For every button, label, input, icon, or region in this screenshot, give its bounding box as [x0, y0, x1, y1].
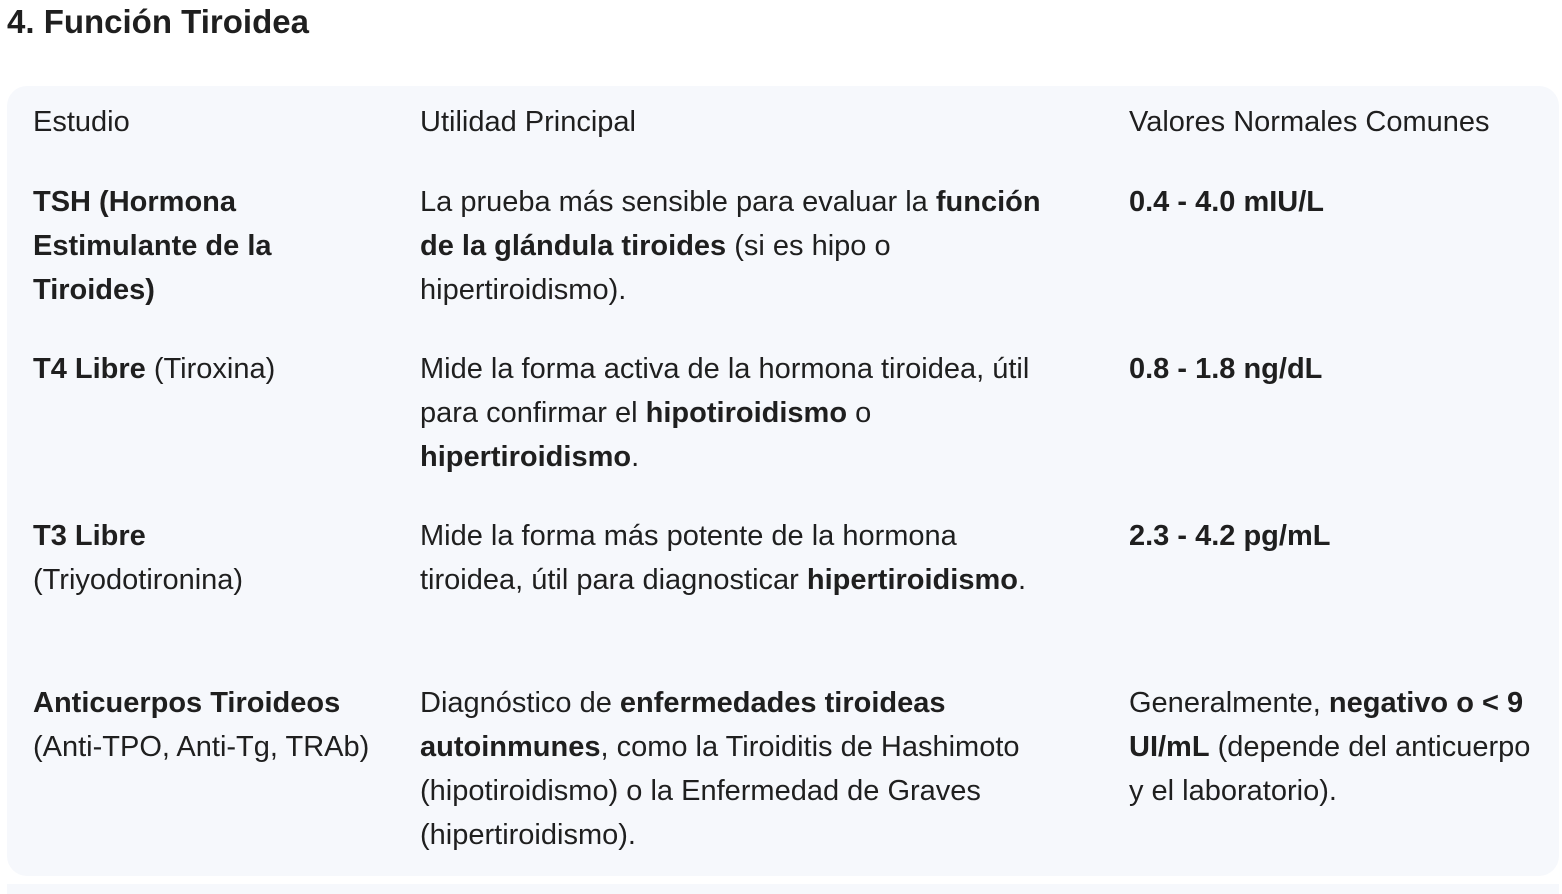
study-subtitle: (Anti-TPO, Anti-Tg, TRAb): [33, 731, 370, 763]
table-row-antibodies-values: [1129, 681, 1539, 813]
normal-values: negativo o < 9 UI/mL: [1129, 687, 1524, 763]
table-row-t3-utility: [420, 514, 1040, 602]
utility-text: Mide la forma activa de la hormona tiroidea, útil para confirmar el: [420, 353, 1030, 429]
study-name: TSH (Hormona Estimulante de la Tiroides): [33, 186, 272, 306]
utility-text: La prueba más sensible para evaluar la: [420, 186, 936, 218]
table-row-t3-study: [33, 514, 393, 602]
section-title: 4. Función Tiroidea: [7, 3, 309, 40]
utility-emphasis: hipertiroidismo: [420, 441, 632, 473]
values-text: Generalmente,: [1129, 687, 1329, 719]
utility-text: .: [1017, 564, 1027, 596]
utility-emphasis: enfermedades tiroideas autoinmunes: [420, 687, 946, 763]
normal-values: 0.8 - 1.8 ng/dL: [1129, 353, 1323, 385]
study-subtitle: (Triyodotironina): [33, 564, 244, 596]
column-header-values: Valores Normales Comunes: [1129, 106, 1490, 138]
study-subtitle: (Tiroxina): [145, 353, 276, 385]
table-row-t4-values: [1129, 347, 1549, 391]
table-row-tsh-study: [33, 180, 393, 312]
study-name: T4 Libre: [33, 353, 146, 385]
utility-text: o: [847, 397, 872, 429]
utility-text: , como la Tiroiditis de Hashimoto (hipotiroidismo) o la Enfermedad de Graves (hipertiroidismo).: [420, 731, 1020, 851]
study-name: Anticuerpos Tiroideos: [33, 687, 341, 719]
column-header-utility: Utilidad Principal: [420, 106, 636, 138]
table-row-t3-values: [1129, 514, 1549, 558]
study-name: T3 Libre: [33, 520, 146, 552]
utility-emphasis: hipotiroidismo: [645, 397, 848, 429]
table-row-t4-utility: [420, 347, 1060, 479]
normal-values: 2.3 - 4.2 pg/mL: [1129, 520, 1331, 552]
utility-emphasis: función de la glándula tiroides: [420, 186, 1041, 262]
table-row-tsh-utility: [420, 180, 1070, 312]
table-row-antibodies-utility: [420, 681, 1085, 857]
column-header-study: Estudio: [33, 106, 130, 138]
values-text: (depende del anticuerpo y el laboratorio).: [1129, 731, 1531, 807]
utility-text: .: [631, 441, 640, 473]
normal-values: 0.4 - 4.0 mIU/L: [1129, 186, 1325, 218]
table-row-tsh-values: [1129, 180, 1549, 224]
utility-text: Mide la forma más potente de la hormona tiroidea, útil para diagnosticar: [420, 520, 957, 596]
utility-text: Diagnóstico de: [420, 687, 620, 719]
utility-emphasis: hipertiroidismo: [806, 564, 1018, 596]
table-row-t4-study: [33, 347, 393, 391]
table-row-antibodies-study: [33, 681, 378, 769]
thyroid-function-table: [7, 86, 1559, 876]
next-section-edge: [7, 884, 1559, 894]
utility-text: (si es hipo o hipertiroidismo).: [420, 230, 891, 306]
